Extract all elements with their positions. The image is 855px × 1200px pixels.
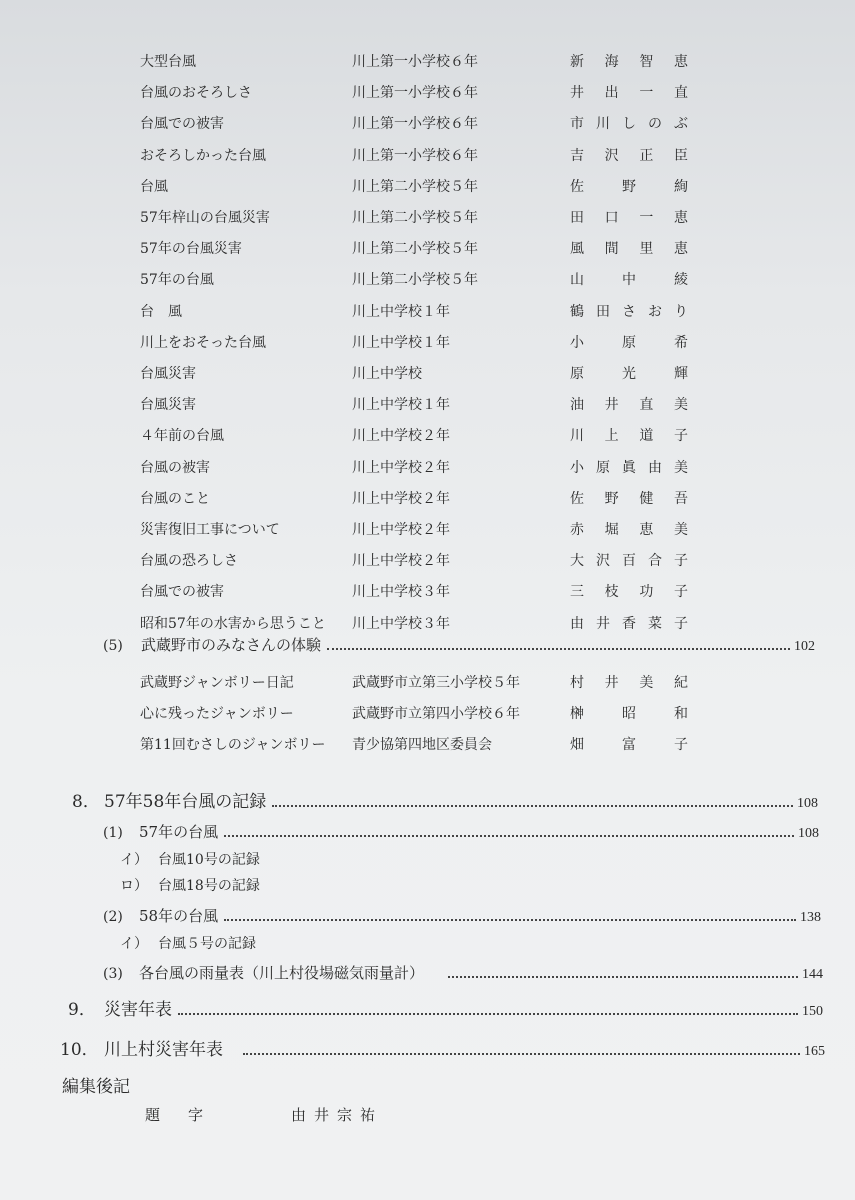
section-5-number: (5) xyxy=(103,638,123,654)
entry-author: 佐 野 健 吾 xyxy=(570,490,688,507)
sub-3-page: 144 xyxy=(802,967,823,982)
toc-entry xyxy=(140,393,700,417)
section-5 xyxy=(103,634,815,656)
entry-school: 川上中学校３年 xyxy=(352,584,450,601)
entry-school: 川上中学校２年 xyxy=(352,490,450,507)
entry-title: 台風のおそろしさ xyxy=(140,85,252,102)
entry-school: 川上中学校１年 xyxy=(352,334,450,351)
toc-entry xyxy=(140,487,700,511)
entry-title: 第11回むさしのジャンボリー xyxy=(140,737,326,753)
item-label: 台風５号の記録 xyxy=(158,936,256,952)
toc-entry xyxy=(140,702,700,726)
credit-label: 題字 xyxy=(145,1106,232,1124)
entry-school: 武蔵野市立第四小学校６年 xyxy=(352,706,520,722)
entry-school: 川上第一小学校６年 xyxy=(352,147,478,164)
entry-author: 鶴 田 さ お り xyxy=(570,303,688,320)
sub-1-label: 57年の台風 xyxy=(139,823,219,841)
entry-title: 台風のこと xyxy=(140,490,210,507)
sub-2-page: 138 xyxy=(800,910,821,925)
chapter-9-page: 150 xyxy=(802,1004,823,1019)
leader-dots xyxy=(327,648,790,650)
entry-title: おそろしかった台風 xyxy=(140,147,266,164)
chapter-8-page: 108 xyxy=(797,796,818,811)
leader-dots xyxy=(243,1053,800,1055)
toc-entry xyxy=(140,175,700,199)
toc-entry xyxy=(140,300,700,324)
entry-author: 吉 沢 正 臣 xyxy=(570,147,688,164)
chapter-8-sub-3 xyxy=(103,962,823,984)
entry-author: 三 枝 功 子 xyxy=(570,584,688,601)
entry-author: 油 井 直 美 xyxy=(570,397,688,414)
entry-author: 村 井 美 紀 xyxy=(570,675,688,691)
sub-2-label: 58年の台風 xyxy=(139,907,219,925)
entry-school: 川上中学校２年 xyxy=(352,553,450,570)
entry-author: 山 中 綾 xyxy=(570,272,688,289)
chapter-8-number: 8． xyxy=(72,792,100,812)
entry-title: 台 風 xyxy=(140,303,182,320)
entry-title: 川上をおそった台風 xyxy=(140,334,266,351)
entry-school: 川上第一小学校６年 xyxy=(352,85,478,102)
item-label: 台風10号の記録 xyxy=(158,852,260,868)
sub-1-item-a xyxy=(120,849,260,869)
entry-school: 川上第二小学校５年 xyxy=(352,272,478,289)
entry-author: 佐 野 絢 xyxy=(570,178,688,195)
entry-title: 台風での被害 xyxy=(140,116,224,133)
leader-dots xyxy=(224,835,794,837)
sub-1-number: (1) xyxy=(103,825,123,841)
entry-school: 川上中学校２年 xyxy=(352,522,450,538)
entry-author: 赤 堀 恵 美 xyxy=(570,522,688,538)
sub-3-number: (3) xyxy=(103,966,123,982)
toc-entry xyxy=(140,671,700,695)
entry-school: 川上中学校１年 xyxy=(352,397,450,414)
entry-title: 災害復旧工事について xyxy=(140,522,280,538)
entry-school: 青少協第四地区委員会 xyxy=(352,737,492,753)
entry-title: 昭和57年の水害から思うこと xyxy=(140,615,326,632)
entry-author: 井 出 一 直 xyxy=(570,85,688,102)
sub-2-number: (2) xyxy=(103,909,123,925)
entry-title: 台風 xyxy=(140,178,168,195)
toc-entry xyxy=(140,112,700,136)
entry-title: 大型台風 xyxy=(140,54,196,70)
entry-school: 川上中学校３年 xyxy=(352,615,450,632)
entry-title: 57年の台風災害 xyxy=(140,241,242,258)
title-calligraphy-credit xyxy=(145,1104,383,1125)
toc-entry xyxy=(140,237,700,261)
chapter-10-label: 川上村災害年表 xyxy=(104,1040,223,1060)
toc-entry xyxy=(140,549,700,573)
entry-title: 武蔵野ジャンボリー日記 xyxy=(140,675,294,691)
item-mark: イ） xyxy=(120,852,148,868)
entry-author: 田 口 一 恵 xyxy=(570,210,688,226)
entry-title: 心に残ったジャンボリー xyxy=(140,706,294,722)
toc-entry xyxy=(140,518,700,542)
entry-school: 川上中学校１年 xyxy=(352,303,450,320)
afterword-label: 編集後記 xyxy=(62,1077,130,1097)
chapter-9-label: 災害年表 xyxy=(104,1000,172,1020)
entry-title: 台風の恐ろしさ xyxy=(140,553,238,570)
toc-entry xyxy=(140,612,700,636)
entry-title: 台風災害 xyxy=(140,397,196,414)
toc-entry xyxy=(140,144,700,168)
entry-school: 川上第一小学校６年 xyxy=(352,116,478,133)
leader-dots xyxy=(272,805,793,807)
entry-school: 川上第一小学校６年 xyxy=(352,54,478,70)
entry-author: 小 原 希 xyxy=(570,334,688,351)
item-label: 台風18号の記録 xyxy=(158,878,260,894)
entry-title: 台風の被害 xyxy=(140,459,210,476)
chapter-9-number: 9． xyxy=(68,1000,96,1020)
entry-title: 台風災害 xyxy=(140,366,196,382)
toc-entry xyxy=(140,424,700,448)
chapter-10-number: 10． xyxy=(60,1040,99,1060)
afterword xyxy=(62,1072,130,1096)
leader-dots xyxy=(178,1013,798,1015)
entry-school: 川上第二小学校５年 xyxy=(352,241,478,258)
item-mark: イ） xyxy=(120,936,148,952)
toc-entry xyxy=(140,362,700,386)
entry-author: 大 沢 百 合 子 xyxy=(570,553,688,570)
toc-entry xyxy=(140,456,700,480)
entry-school: 武蔵野市立第三小学校５年 xyxy=(352,675,520,691)
entry-author: 原 光 輝 xyxy=(570,366,688,382)
toc-entry xyxy=(140,331,700,355)
chapter-8 xyxy=(72,787,818,811)
leader-dots xyxy=(224,919,796,921)
toc-entry xyxy=(140,580,700,604)
toc-entry xyxy=(140,268,700,292)
section-5-label: 武蔵野市のみなさんの体験 xyxy=(141,636,322,654)
entry-author: 市 川 し の ぶ xyxy=(570,116,688,133)
entry-author: 小 原 眞 由 美 xyxy=(570,459,688,476)
sub-1-page: 108 xyxy=(798,826,819,841)
chapter-8-sub-1 xyxy=(103,821,819,843)
chapter-10 xyxy=(60,1035,825,1059)
entry-title: 57年梓山の台風災害 xyxy=(140,210,270,226)
chapter-9 xyxy=(68,995,823,1019)
entry-school: 川上中学校２年 xyxy=(352,459,450,476)
entry-author: 榊 昭 和 xyxy=(570,706,688,722)
section-5-page: 102 xyxy=(794,639,815,654)
leader-dots xyxy=(448,976,798,978)
entry-school: 川上第二小学校５年 xyxy=(352,210,478,226)
entry-author: 畑 富 子 xyxy=(570,737,688,753)
entry-author: 川 上 道 子 xyxy=(570,428,688,445)
toc-entry xyxy=(140,206,700,230)
toc-entry xyxy=(140,81,700,105)
toc-entry xyxy=(140,733,700,757)
entry-author: 由 井 香 菜 子 xyxy=(570,615,688,632)
credit-name: 由井宗祐 xyxy=(291,1106,384,1124)
chapter-8-label: 57年58年台風の記録 xyxy=(104,792,267,812)
sub-2-item-a xyxy=(120,933,256,953)
entry-title: ４年前の台風 xyxy=(140,428,224,445)
entry-title: 台風での被害 xyxy=(140,584,224,601)
entry-author: 風 間 里 恵 xyxy=(570,241,688,258)
item-mark: ロ） xyxy=(120,878,148,894)
chapter-8-sub-2 xyxy=(103,905,821,927)
chapter-10-page: 165 xyxy=(804,1044,825,1059)
entry-title: 57年の台風 xyxy=(140,272,214,289)
sub-1-item-b xyxy=(120,875,260,895)
entry-school: 川上第二小学校５年 xyxy=(352,178,478,195)
entry-school: 川上中学校２年 xyxy=(352,428,450,445)
sub-3-label: 各台風の雨量表（川上村役場磁気雨量計） xyxy=(139,964,425,982)
entry-school: 川上中学校 xyxy=(352,366,422,382)
toc-entry xyxy=(140,50,700,74)
entry-author: 新 海 智 恵 xyxy=(570,54,688,70)
